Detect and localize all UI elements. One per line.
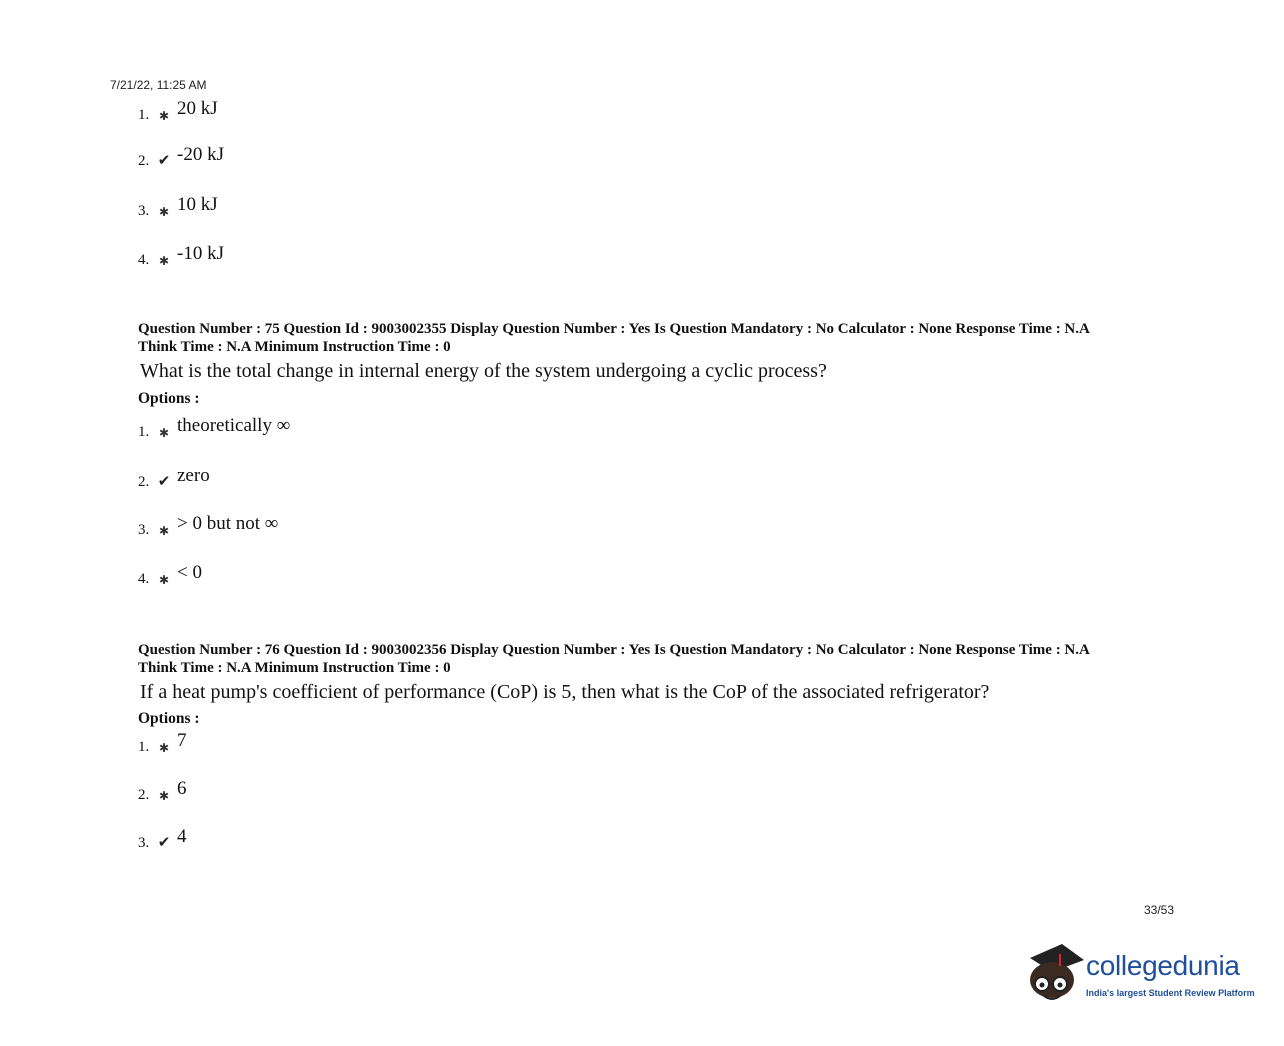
q74-option-4: 4. ✱ -10 kJ [138, 243, 224, 268]
q76-meta: Question Number : 76 Question Id : 9003002356 Display Question Number : Yes Is Question Mandatory : No Calculator : None Response Time : N.A Think Time : N.A Minimum Instruction Time : 0 [138, 642, 1090, 676]
q76-option-2: 2. ✱ 6 [138, 778, 187, 803]
check-icon: ✔ [157, 835, 171, 851]
q75-text: What is the total change in internal energy of the system undergoing a cyclic process? [140, 360, 827, 382]
q76-option-1: 1. ✱ 7 [138, 730, 187, 755]
cross-icon: ✱ [158, 573, 170, 587]
cross-icon: ✱ [158, 741, 170, 755]
mascot-icon [1022, 940, 1084, 1010]
q75-meta: Question Number : 75 Question Id : 9003002355 Display Question Number : Yes Is Question Mandatory : No Calculator : None Response Time : N.A Think Time : N.A Minimum Instruction Time : 0 [138, 321, 1090, 355]
check-icon: ✔ [157, 474, 171, 490]
q75-options-label: Options : [138, 390, 200, 407]
q74-option-2: 2. ✔ -20 kJ [138, 144, 224, 169]
collegedunia-logo [1022, 940, 1262, 1010]
cross-icon: ✱ [158, 109, 170, 123]
cross-icon: ✱ [158, 205, 170, 219]
q75-option-3: 3. ✱ > 0 but not ∞ [138, 513, 279, 538]
cross-icon: ✱ [158, 254, 170, 268]
q74-option-1: 1. ✱ 20 kJ [138, 98, 218, 123]
q75-option-4: 4. ✱ < 0 [138, 562, 202, 587]
q76-text: If a heat pump's coefficient of performance (CoP) is 5, then what is the CoP of the associated refrigerator? [140, 681, 990, 703]
brand-tagline: India's largest Student Review Platform [1086, 988, 1255, 998]
q75-option-2: 2. ✔ zero [138, 465, 210, 490]
q75-option-1: 1. ✱ theoretically ∞ [138, 415, 291, 440]
q74-option-3: 3. ✱ 10 kJ [138, 194, 218, 219]
q76-options-label: Options : [138, 710, 200, 727]
q76-option-3: 3. ✔ 4 [138, 826, 187, 851]
check-icon: ✔ [157, 153, 171, 169]
page-number: 33/53 [1144, 903, 1175, 917]
cross-icon: ✱ [158, 524, 170, 538]
cross-icon: ✱ [158, 789, 170, 803]
cross-icon: ✱ [158, 426, 170, 440]
brand-name: collegedunia [1086, 950, 1240, 981]
print-timestamp: 7/21/22, 11:25 AM [110, 78, 207, 92]
